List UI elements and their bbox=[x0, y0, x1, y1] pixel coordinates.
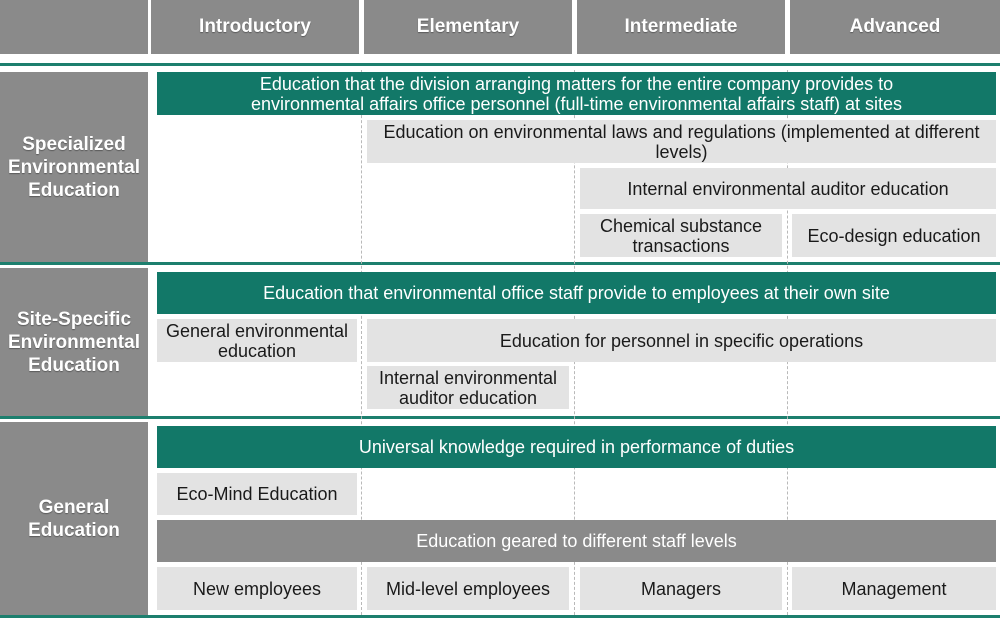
site-auditor-box: Internal environmental auditor education bbox=[367, 366, 569, 409]
row-label-general: General Education bbox=[0, 422, 148, 615]
header-elementary: Elementary bbox=[364, 0, 572, 54]
general-levels-banner: Education geared to different staff levels bbox=[157, 520, 996, 562]
specialized-auditor-box: Internal environmental auditor education bbox=[580, 168, 996, 209]
staff-new-employees: New employees bbox=[157, 567, 357, 610]
divider-section-1 bbox=[0, 262, 1000, 265]
row-label-site-specific: Site-Specific Environmental Education bbox=[0, 268, 148, 416]
specialized-chemical-box: Chemical substance transactions bbox=[580, 214, 782, 257]
specialized-ecodesign-box: Eco-design education bbox=[792, 214, 996, 257]
row-label-specialized: Specialized Environmental Education bbox=[0, 72, 148, 262]
divider-section-2 bbox=[0, 416, 1000, 419]
specialized-laws-box: Education on environmental laws and regulations (implemented at different levels) bbox=[367, 120, 996, 163]
header-introductory: Introductory bbox=[151, 0, 359, 54]
staff-managers: Managers bbox=[580, 567, 782, 610]
site-general-box: General environmental education bbox=[157, 319, 357, 362]
site-banner: Education that environmental office staff provide to employees at their own site bbox=[157, 272, 996, 314]
general-ecomind-box: Eco-Mind Education bbox=[157, 473, 357, 515]
header-corner bbox=[0, 0, 148, 54]
divider-bottom bbox=[0, 615, 1000, 618]
header-intermediate: Intermediate bbox=[577, 0, 785, 54]
general-banner: Universal knowledge required in performance of duties bbox=[157, 426, 996, 468]
staff-management: Management bbox=[792, 567, 996, 610]
site-operations-box: Education for personnel in specific operations bbox=[367, 319, 996, 362]
divider-top bbox=[0, 63, 1000, 66]
header-advanced: Advanced bbox=[790, 0, 1000, 54]
staff-mid-level-employees: Mid-level employees bbox=[367, 567, 569, 610]
specialized-banner: Education that the division arranging matters for the entire company provides to environmental affairs office personnel (full-time environmental affairs staff) at sites bbox=[157, 72, 996, 115]
